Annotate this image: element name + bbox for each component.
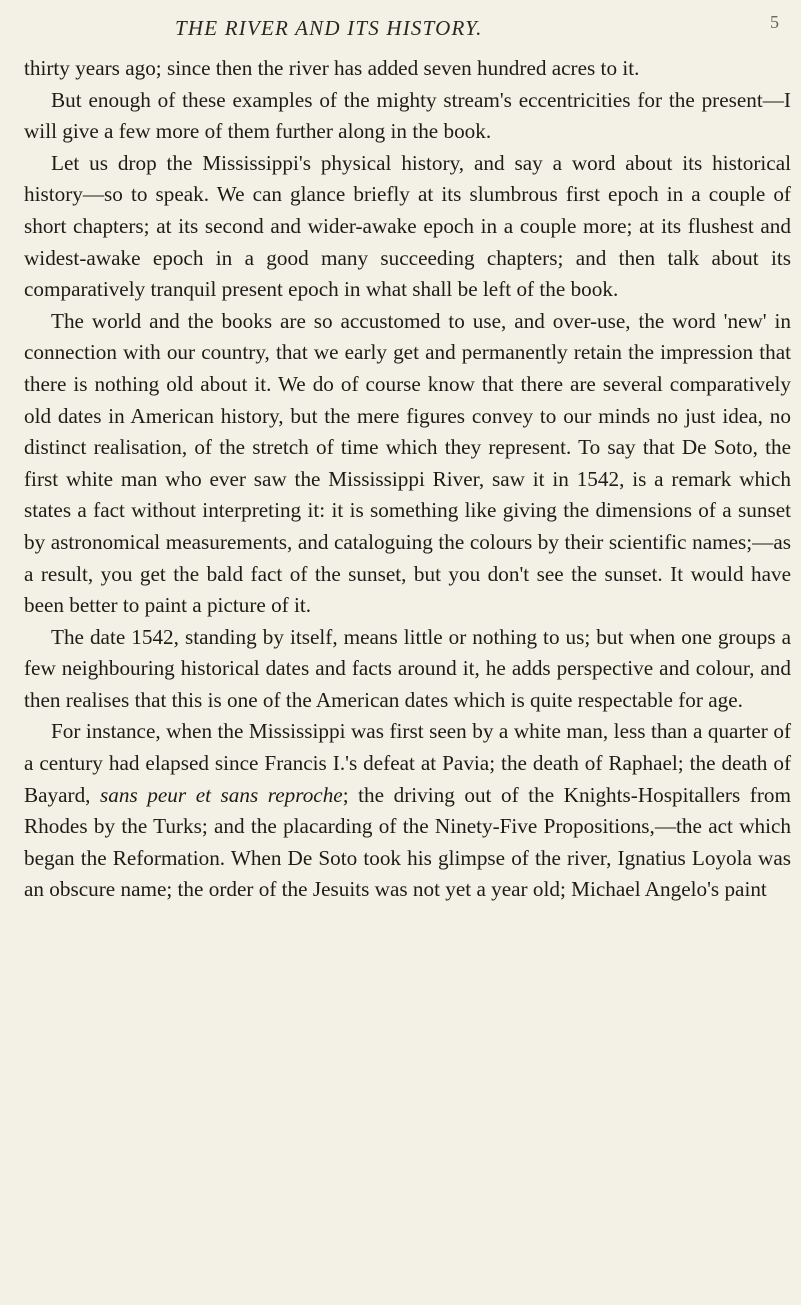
paragraph-5: The date 1542, standing by itself, means little or nothing to us; but when one groups a few neighbouring historical dates and facts around it, he adds perspective and colour, and then realises that this is one of the American dates which is quite respectable for age. [24,624,791,712]
paragraph-6 [24,716,791,906]
paragraph-4: The world and the books are so accustomed to use, and over-use, the word 'new' in connection with our country, that we early get and permanently retain the impression that there is nothing old about it. We do of course know that there are several comparatively old dates in American history, but the mere figures convey to our minds no just idea, no distinct realisation, of the stretch of time which they represent. To say that De Soto, the first white man who ever saw the Mississippi River, saw it in 1542, is a remark which states a fact without interpreting it: it is something like giving the dimensions of a sunset by astronomical measurements, and cataloguing the colours by their scientific names;—as a result, you get the bald fact of the sunset, but you don't see the sunset. It would have been better to paint a picture of it. [24,308,791,618]
running-head [0,10,801,46]
paragraph-1: thirty years ago; since then the river has added seven hundred acres to it. [24,56,640,80]
running-title: THE RIVER AND ITS HISTORY. [175,16,483,40]
paragraph-6-before: For instance, when the Mississippi was first seen by a white man, less than a quarter of a century had elapsed since Francis I.'s defeat at Pavia; the death of Raphael; the death of Bayard, [24,719,791,807]
paragraph-6-after: ; the driving out of the Knights-Hospitallers from Rhodes by the Turks; and the placarding of the Ninety-Five Propositions,—the act which began the Reformation. When De Soto took his glimpse of the river, Ignatius Loyola was an obscure name; the order of the Jesuits was not yet a year old; Michael Angelo's paint [24,782,791,902]
body-text [24,53,791,906]
paragraph-3: Let us drop the Mississippi's physical history, and say a word about its historical history—so to speak. We can glance briefly at its slumbrous first epoch in a couple of short chapters; at its second and wider-awake epoch in a couple more; at its flushest and widest-awake epoch in a good many succeeding chapters; and then talk about its comparatively tranquil present epoch in what shall be left of the book. [24,150,791,302]
page-number: 5 [770,12,779,32]
paragraph-2: But enough of these examples of the mighty stream's eccentricities for the present—I will give a few more of them further along in the book. [24,87,791,144]
paragraph-6-italic: sans peur et sans reproche [100,782,343,807]
